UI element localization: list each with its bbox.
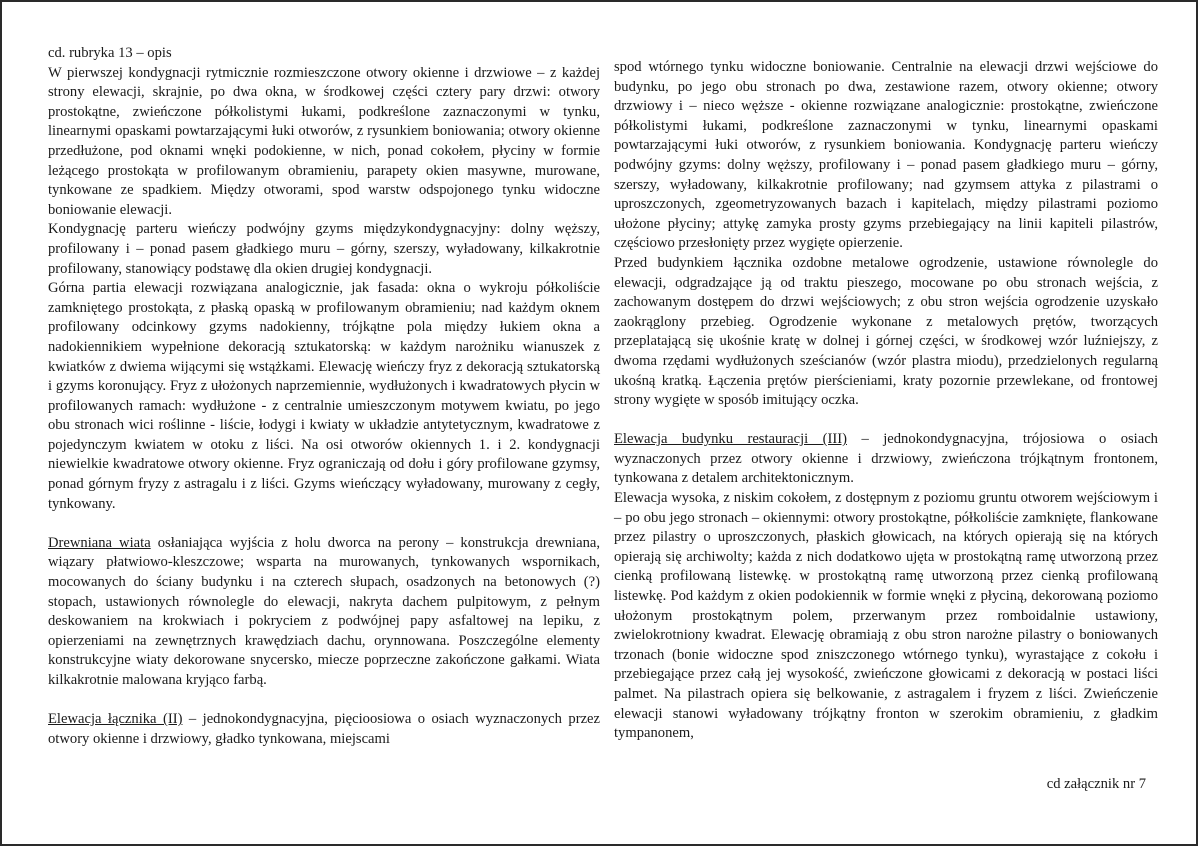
spacer <box>48 691 600 711</box>
section-heading: cd. rubryka 13 – opis <box>48 45 172 61</box>
paragraph-ground-floor-cornice: Kondygnację parteru wieńczy podwójny gzyms międzykondygnacyjny: dolny węższy, profilowany i – ponad pasem gładkiego muru – górny, szerszy, wyładowany, kilkakrotnie profilowany, stanowiący podstawę dla okien drugiej kondygnacji. <box>48 221 600 277</box>
paragraph-first-storey: W pierwszej kondygnacji rytmicznie rozmieszczone otwory okienne i drzwiowe – z każdej strony elewacji, skrajnie, po dwa okna, w środkowej części cztery pary drzwi: otwory prostokątne, zwieńczone półkolistymi łukami, podkreślone zaznaczonymi w tynku, linearnymi opaskami powtarzającymi łuki otworów, z rysunkiem boniowania; otwory okienne przedłużone, pod oknami wnęki podokienne, w nich, ponad cokołem, płyciny w formie leżącego prostokąta w profilowanym obramieniu, parapety okien masywne, murowane, tynkowane ze spadkiem. Między otworami, spod warstw odspojonego tynku widoczne boniowanie elewacji. <box>48 64 600 218</box>
paragraph-restaurant-details: Elewacja wysoka, z niskim cokołem, z dostępnym z poziomu gruntu otworem wejściowym i – po obu jego stronach – okiennymi: otwory prostokątne, półkoliście zamknięte, flankowane przez pilastry o uproszczonych, płaskich głowicach, na których opierają się na których opierają się archiwolty; każda z nich dodatkowo ujęta w prostokątną ramę utworzoną przez cienką profilowaną listewkę. w prostokątną ramę utworzoną przez cienką profilowaną listewkę. Pod każdym z okien podokiennik w formie wnęki z płyciną, dekorowaną poziomo ułożonym prostokątnym polem, przerwanym przez romboidalnie ustawiony, zwielokrotniony kwadrat. Elewację obramiają z obu stron narożne pilastry o boniowanych trzonach (bonie widoczne spod zniszczonego wtórnego tynku), wyrastające z cokołu i przebiegające przez całą jej wysokość, zwieńczone głowicami z dekoracją w postaci liści palmet. Na pilastrach opiera się belkowanie, z astragalem i fryzem z liści. Zwieńczenie elewacji stanowi wyładowany trójkątny fronton w szerokim obramieniu, z gładkim tympanonem, <box>614 490 1158 742</box>
connector-elevation-title: Elewacja łącznika (II) <box>48 711 183 728</box>
wooden-shelter-title: Drewniana wiata <box>48 534 151 551</box>
paragraph-connector-continued: spod wtórnego tynku widoczne boniowanie. Centralnie na elewacji drzwi wejściowe do budynku, po jego obu stronach po dwa, zestawione razem, otwory okienne; otwory drzwiowy i – nieco węższe - okienne rozwiązane analogicznie: prostokątne, zwieńczone półkolistymi łukami, podkreślone zaznaczonymi w tynku, linearnymi opaskami powtarzającymi łuki otworów, z rysunkiem boniowania. Kondygnację parteru wieńczy podwójny gzyms: dolny węższy, profilowany i – ponad pasem gładkiego muru – górny, szerszy, wyładowany, kilkakrotnie profilowany; nad gzymsem attyka z pilastrami o uproszczonych, zgeometryzowanych bazach i kapitelach, między pilastrami poziomo ułożone płyciny; attykę zamyka prosty gzyms przebiegający na linii kapiteli pilastrów, częściowo przesłonięty przez wygięte opierzenie. <box>614 59 1158 252</box>
left-column <box>48 44 600 749</box>
right-column <box>614 58 1158 744</box>
spacer <box>48 514 600 534</box>
paragraph-upper-elevation: Górna partia elewacji rozwiązana analogicznie, jak fasada: okna o wykroju półkoliście zamkniętego prostokąta, z płaską opaską w profilowanym obramieniu; nad każdym oknem profilowany odcinkowy gzyms nadokienny, trójkątne pola między łukiem okna a nadokiennikiem wypełnione dekoracją sztukatorską: w każdym narożniku wianuszek z kwiatków z dwiema wijącymi się wstążkami. Elewację wieńczy fryz z dekoracją sztukatorską i gzyms koronujący. Fryz z ułożonych naprzemiennie, wydłużonych i kwadratowych płycin w profilowanych ramach: wydłużone - z centralnie umieszczonym motywem kwiatu, po jego obu stronach wici roślinne - liście, łodygi i kwiaty w układzie antytetycznym, kwadratowe z pojedynczym kwiatem w otoku z liści. Na osi otworów okiennych 1. i 2. kondygnacji niewielkie kwadratowe otwory okienne. Fryz ograniczają od dołu i góry profilowane gzymsy, ponad górnym fryzy z astragalu i z liści. Gzyms wieńczący wyładowany, murowany z cegły, tynkowany. <box>48 280 600 512</box>
restaurant-elevation-text: – jednokondygnacyjna, trójosiowa o osiach wyznaczonych przez otwory okienne i drzwiowy, zwieńczona trójkątnym frontonem, tynkowana z detalem architektonicznym. <box>614 431 1158 487</box>
continuation-note: cd załącznik nr 7 <box>1046 776 1146 792</box>
paragraph-connector-elevation <box>48 710 600 749</box>
wooden-shelter-text: osłaniająca wyjścia z holu dworca na perony – konstrukcja drewniana, wiązary płatwiowo-kleszczowe; wsparta na murowanych, tynkowanych wspornikach, mocowanych do ściany budynku i na czterech słupach, osadzonych na betonowych (?) stopach, ustawionych równolegle do elewacji, nakryta dachem pulpitowym, z pełnym deskowaniem na krokwiach i pokryciem z podwójnej papy asfaltowej na lepiku, z opierzeniami na zewnętrznych krawędziach dachu, orynnowana. Poszczególne elementy konstrukcyjne wiaty dekorowane snycersko, miecze poprzeczne zakończone gałkami. Wiata kilkakrotnie malowana kryjąco farbą. <box>48 534 600 688</box>
connector-elevation-text: – jednokondygnacyjna, pięcioosiowa o osiach wyznaczonych przez otwory okienne i drzwiowy, gładko tynkowana, miejscami <box>48 711 600 747</box>
restaurant-elevation-title: Elewacja budynku restauracji (III) <box>614 431 847 448</box>
paragraph-metal-fence: Przed budynkiem łącznika ozdobne metalowe ogrodzenie, ustawione równolegle do elewacji, odgradzające ją od traktu pieszego, mocowane po obu stronach wejścia, z zachowanym dostępem do drzwi wejściowych; z obu stron wejścia ogrodzenie uzyskało zaokrąglony przebieg. Ogrodzenie wykonane z metalowych prętów, tworzących przeplatającą się ukośnie kratę w dolnej i górnej części, w środkowej wzór luźniejszy, z dwoma rzędami wydłużonych sześcianów (wzór plastra miodu), przedzielonych regularną ukośną kratką. Łączenia prętów pierścieniami, kraty pozornie przewlekane, od frontowej strony wygięte w sposób imitujący oczka. <box>614 254 1158 409</box>
paragraph-wooden-shelter <box>48 534 600 691</box>
spacer <box>614 411 1158 431</box>
paragraph-restaurant-elevation <box>614 430 1158 489</box>
